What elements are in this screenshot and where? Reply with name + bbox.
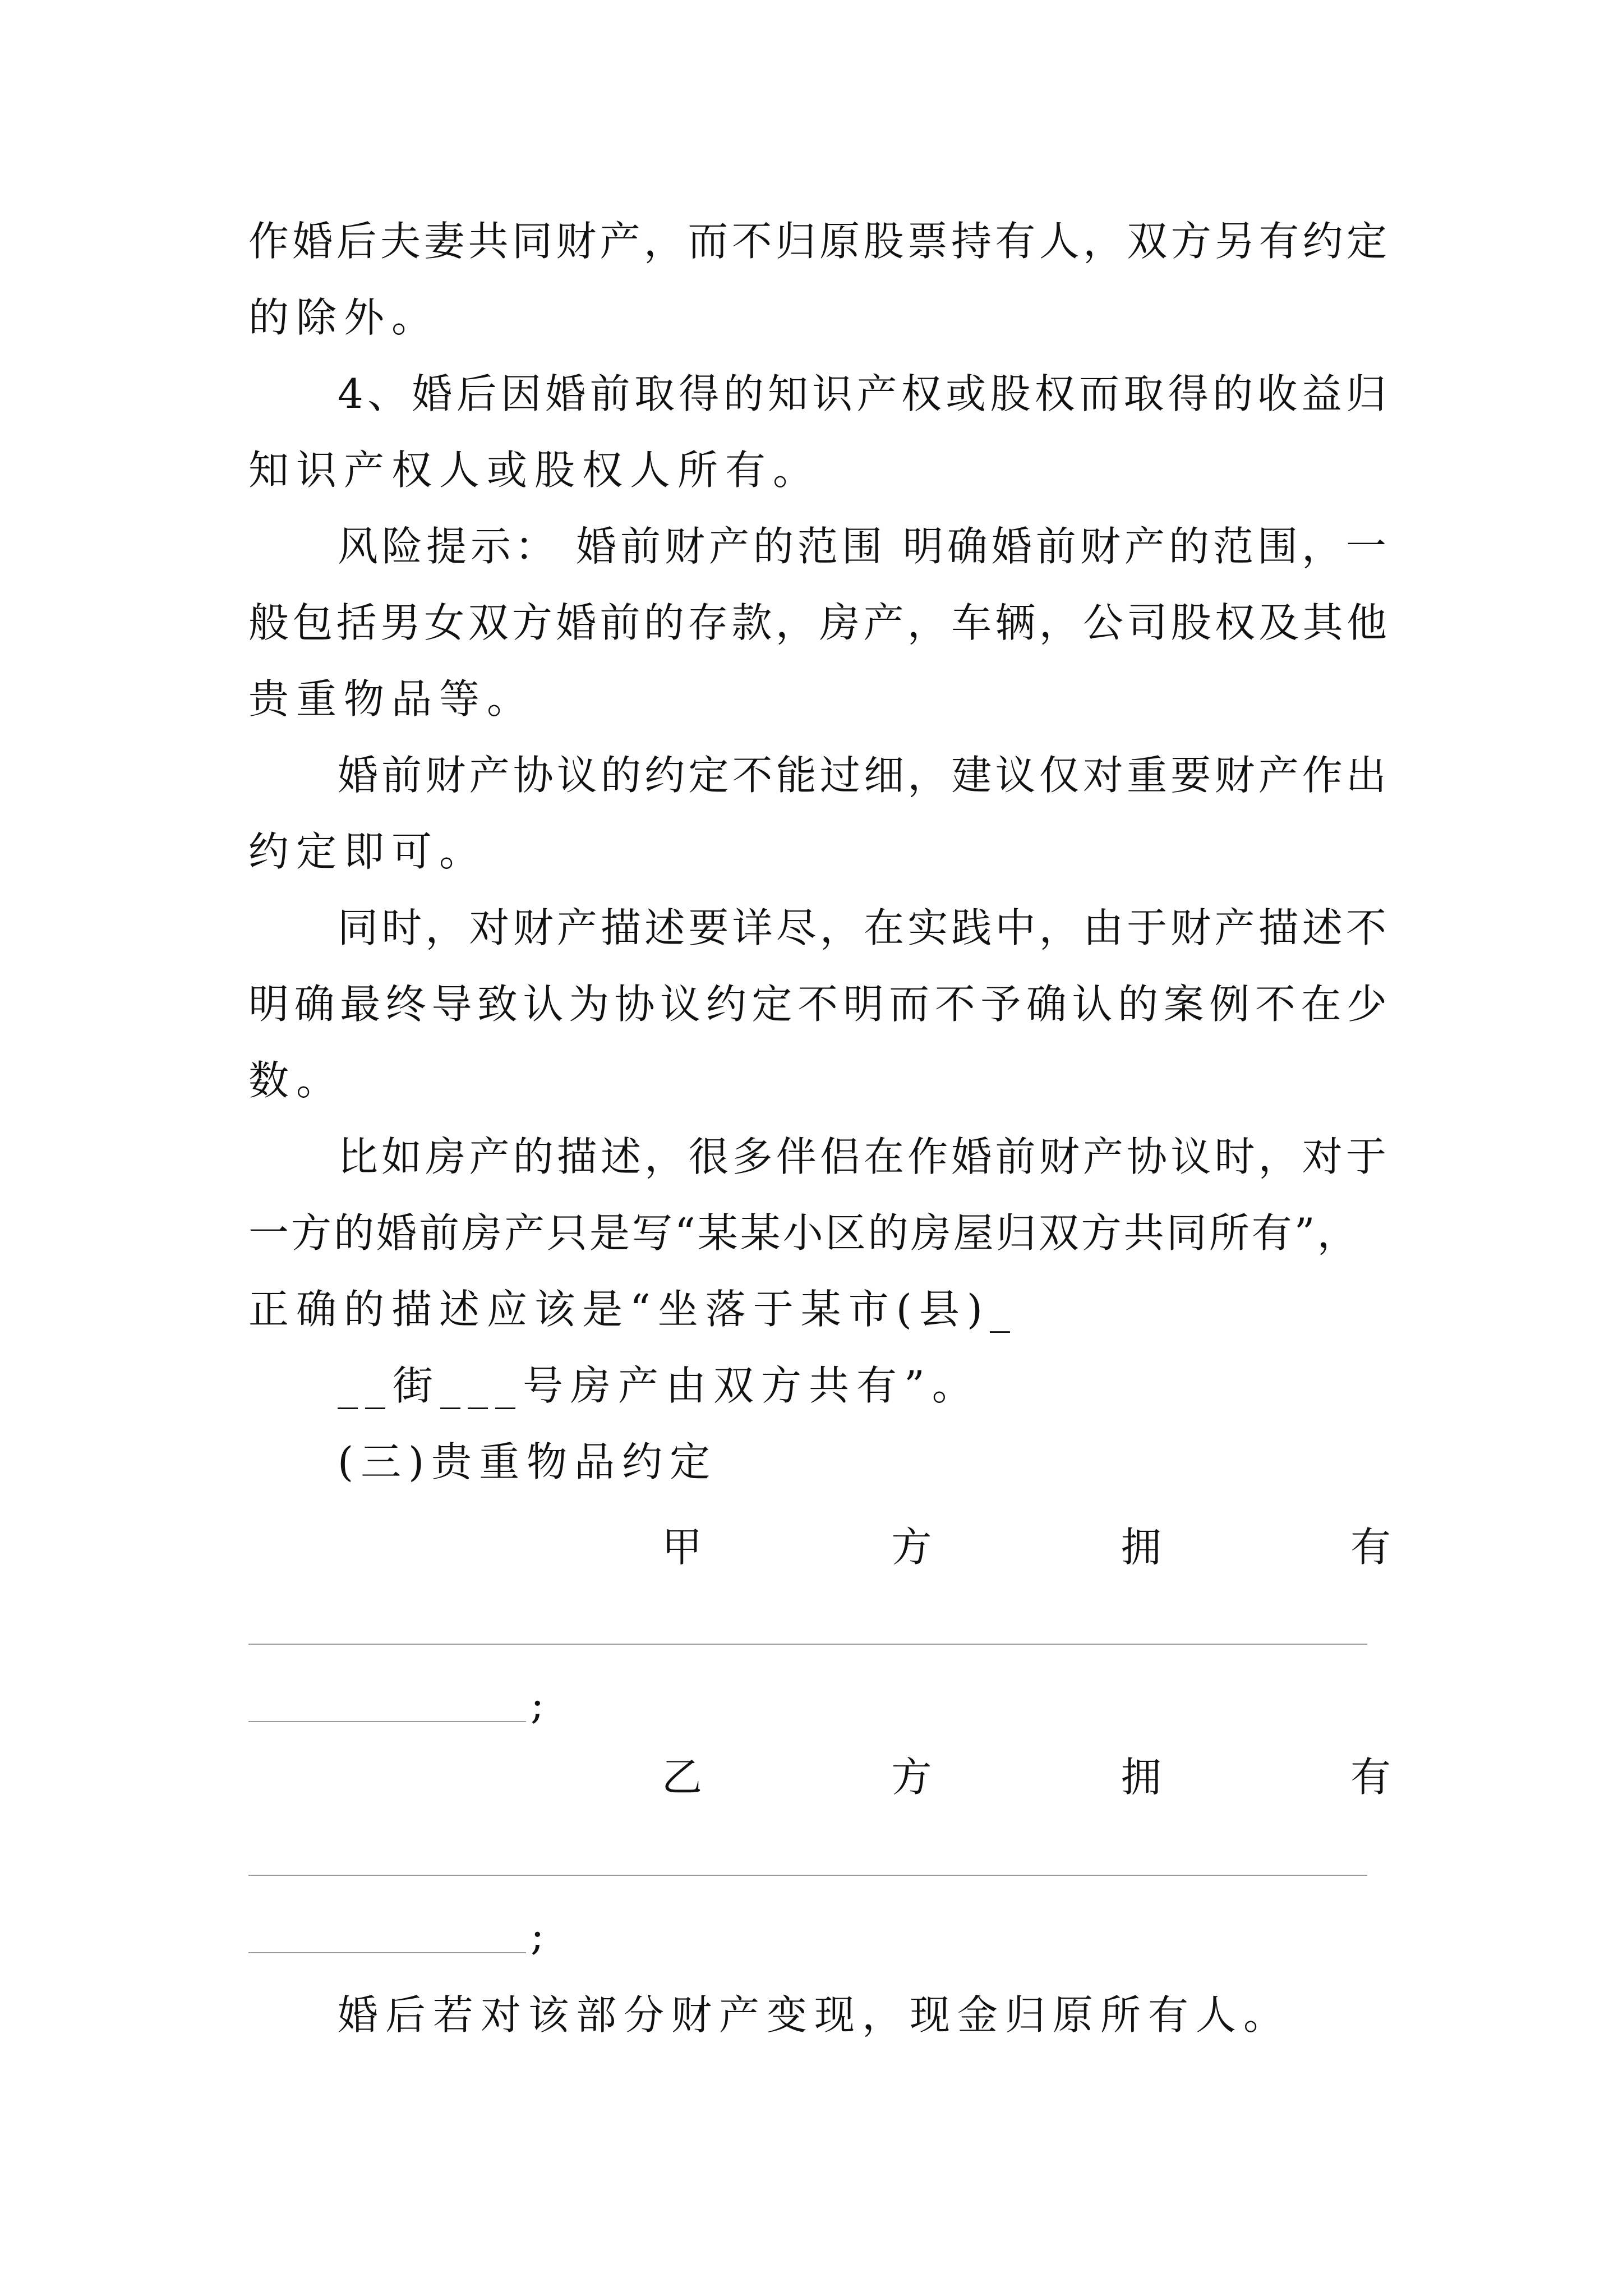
party-b-char: 方	[891, 1754, 932, 1801]
party-a-row	[662, 1520, 1391, 1574]
semicolon: ;	[531, 1681, 545, 1728]
party-a-char: 拥	[1121, 1524, 1161, 1571]
paragraph-line: 般包括男女双方婚前的存款，房产，车辆，公司股权及其他	[248, 599, 1387, 646]
paragraph-line: __街___号房产由双方共有”。	[338, 1362, 980, 1409]
party-b-char: 有	[1350, 1754, 1391, 1801]
paragraph-line: 正确的描述应该是“坐落于某市(县)_	[248, 1286, 1017, 1333]
paragraph-line: 的除外。	[248, 294, 440, 341]
party-a-char: 有	[1350, 1524, 1391, 1571]
paragraph-line: 作婚后夫妻共同财产，而不归原股票持有人，双方另有约定	[248, 218, 1387, 265]
party-b-char: 乙	[662, 1754, 703, 1801]
paragraph-line: 一方的婚前房产只是写“某某小区的房屋归双方共同所有”，	[248, 1209, 1360, 1257]
paragraph-line: 约定即可。	[248, 828, 487, 875]
blank-line	[248, 1875, 1367, 1876]
paragraph-line: 风险提示： 婚前财产的范围 明确婚前财产的范围，一	[338, 523, 1386, 570]
paragraph-line: 同时，对财产描述要详尽，在实践中，由于财产描述不	[338, 904, 1386, 951]
closing-line: 婚后若对该部分财产变现，现金归原所有人。	[338, 1991, 1292, 2039]
blank-line	[248, 1721, 526, 1722]
paragraph-line: 比如房产的描述，很多伴侣在作婚前财产协议时，对于	[338, 1133, 1386, 1180]
paragraph-line: 4、婚后因婚前取得的知识产权或股权而取得的收益归	[338, 370, 1386, 417]
blank-line	[248, 1644, 1367, 1645]
paragraph-line: 知识产权人或股权人所有。	[248, 447, 821, 494]
section-heading: (三)贵重物品约定	[338, 1438, 718, 1485]
blank-line	[248, 1952, 526, 1953]
semicolon: ;	[531, 1912, 545, 1959]
party-b-row	[662, 1750, 1391, 1804]
paragraph-line: 明确最终导致认为协议约定不明而不予确认的案例不在少	[248, 981, 1387, 1028]
paragraph-line: 婚前财产协议的约定不能过细，建议仅对重要财产作出	[338, 752, 1386, 799]
party-b-char: 拥	[1121, 1754, 1161, 1801]
paragraph-line: 贵重物品等。	[248, 675, 535, 723]
paragraph-line: 数。	[248, 1057, 344, 1104]
party-a-char: 甲	[662, 1524, 703, 1571]
party-a-char: 方	[891, 1524, 932, 1571]
